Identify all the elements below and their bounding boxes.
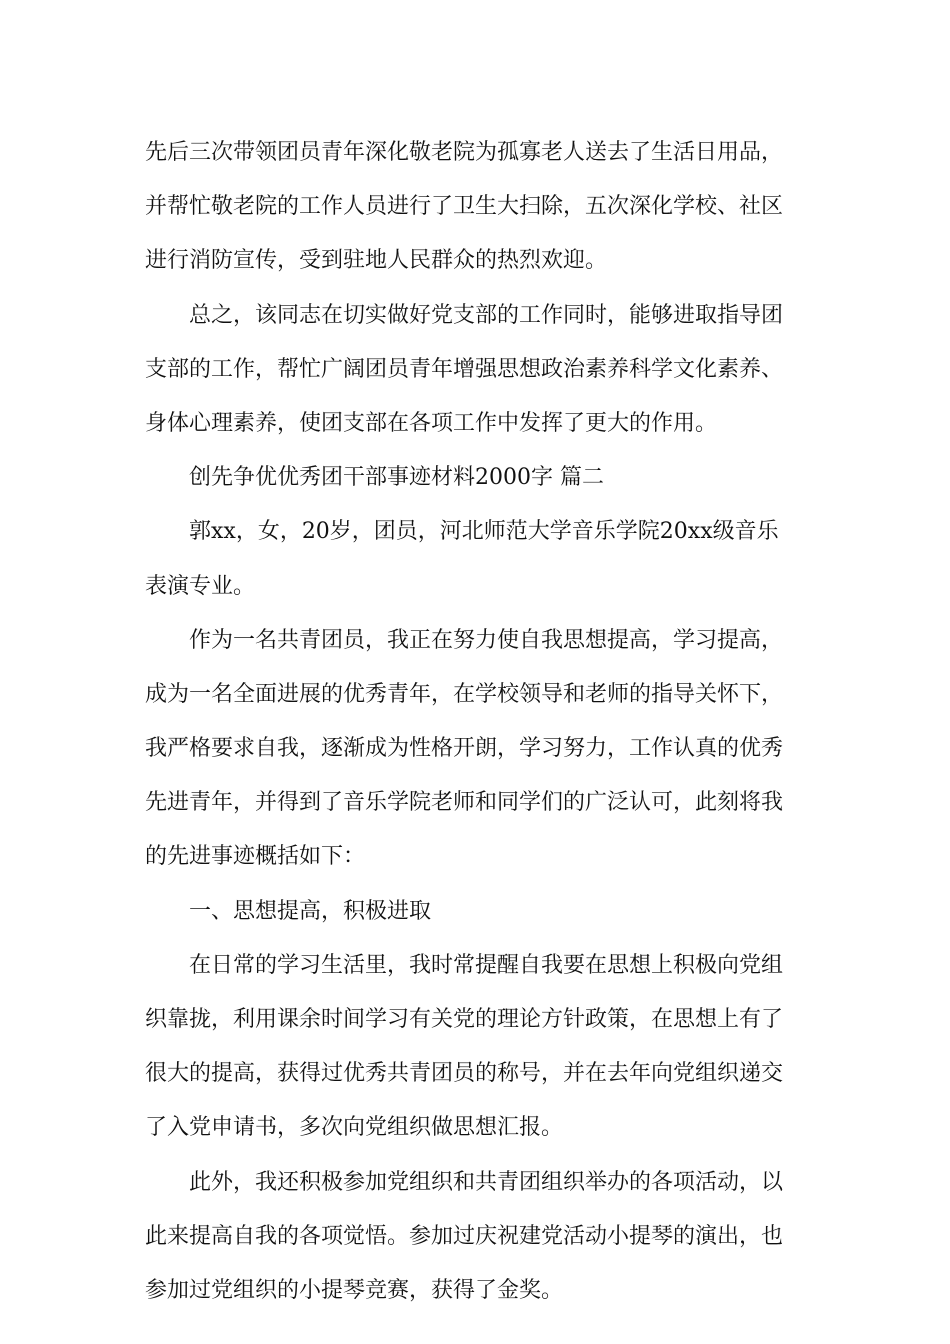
text-line: 了入党申请书，多次向党组织做思想汇报。 xyxy=(145,1115,564,1141)
text-line: 此来提高自我的各项觉悟。参加过庆祝建党活动小提琴的演出，也 xyxy=(145,1223,784,1249)
text-line: 参加过党组织的小提琴竞赛，获得了金奖。 xyxy=(145,1277,564,1303)
paragraph xyxy=(145,1156,807,1319)
paragraph xyxy=(145,505,807,613)
paragraph xyxy=(145,289,807,452)
text-line: 郭xx，女，20岁，团员，河北师范大学音乐学院20xx级音乐 xyxy=(189,519,779,545)
text-line: 一、思想提高，积极进取 xyxy=(189,898,432,924)
text-line: 作为一名共青团员，我正在努力使自我思想提高，学习提高， xyxy=(189,627,784,653)
text-line: 创先争优优秀团干部事迹材料2000字 篇二 xyxy=(189,465,604,491)
text-line: 先后三次带领团员青年深化敬老院为孤寡老人送去了生活日用品， xyxy=(145,140,784,165)
text-line: 支部的工作，帮忙广阔团员青年增强思想政治素养科学文化素养、 xyxy=(145,356,784,382)
text-line: 表演专业。 xyxy=(145,573,256,599)
text-line: 进行消防宣传，受到驻地人民群众的热烈欢迎。 xyxy=(145,248,608,274)
document-page xyxy=(145,126,807,1318)
paragraph xyxy=(145,939,807,1156)
section-heading xyxy=(145,885,807,939)
paragraph xyxy=(145,614,807,885)
text-line: 此外，我还积极参加党组织和共青团组织举办的各项活动，以 xyxy=(189,1169,784,1195)
text-line: 在日常的学习生活里，我时常提醒自我要在思想上积极向党组 xyxy=(189,952,784,978)
text-line: 总之，该同志在切实做好党支部的工作同时，能够进取指导团 xyxy=(189,302,784,328)
section-heading xyxy=(145,451,807,505)
paragraph xyxy=(145,126,807,289)
text-line: 我严格要求自我，逐渐成为性格开朗，学习努力，工作认真的优秀 xyxy=(145,736,784,762)
text-line: 很大的提高，获得过优秀共青团员的称号，并在去年向党组织递交 xyxy=(145,1061,784,1087)
text-line: 身体心理素养，使团支部在各项工作中发挥了更大的作用。 xyxy=(145,410,718,436)
text-line: 织靠拢，利用课余时间学习有关党的理论方针政策，在思想上有了 xyxy=(145,1007,784,1032)
text-line: 先进青年，并得到了音乐学院老师和同学们的广泛认可，此刻将我 xyxy=(145,790,784,816)
text-line: 并帮忙敬老院的工作人员进行了卫生大扫除，五次深化学校、社区 xyxy=(145,194,784,220)
text-line: 的先进事迹概括如下： xyxy=(145,844,366,870)
text-line: 成为一名全面进展的优秀青年，在学校领导和老师的指导关怀下， xyxy=(145,681,784,707)
